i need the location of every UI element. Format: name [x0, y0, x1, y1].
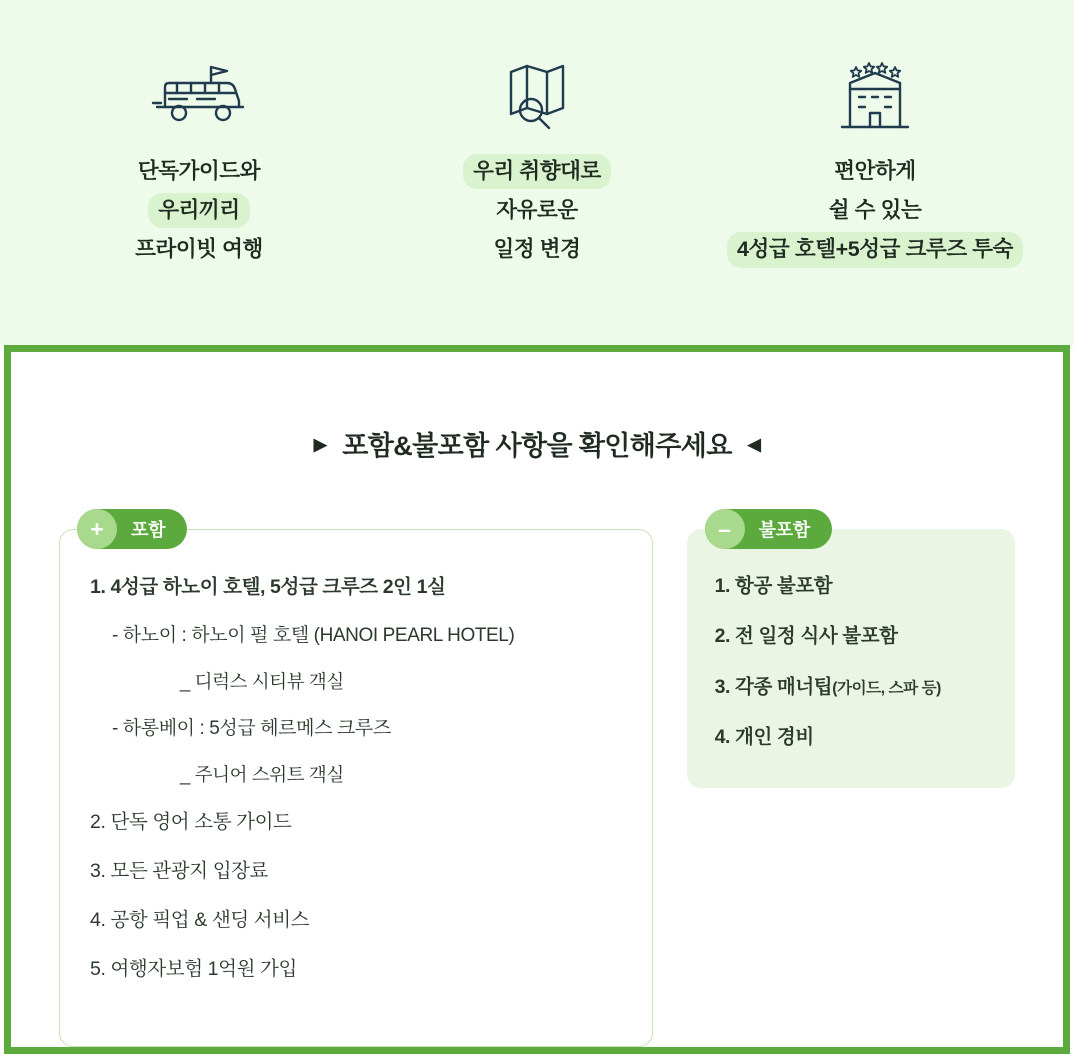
exclude-badge: [705, 509, 832, 549]
include-column: [59, 509, 653, 1047]
list-item: 3. 모든 관광지 입장료: [90, 859, 269, 882]
five-star-hotel-icon: [832, 50, 918, 140]
include-badge: [77, 509, 187, 549]
minus-icon: –: [705, 509, 745, 549]
list-item: [715, 623, 987, 649]
feature-lines: [727, 154, 1023, 268]
list-item: 2. 단독 영어 소통 가이드: [90, 810, 292, 833]
exclude-column: [687, 509, 1015, 1047]
exclude-card: [687, 529, 1015, 788]
feature-private-tour: [30, 50, 368, 268]
exclude-badge-label: 불포함: [758, 520, 810, 540]
include-list: [90, 574, 622, 983]
tour-bus-icon: [147, 50, 251, 140]
list-item: _ 주니어 스위트 객실: [180, 763, 344, 785]
inclusion-columns: [11, 509, 1063, 1047]
features-band: [0, 0, 1074, 345]
feature-line-highlight: 우리 취향대로: [463, 154, 611, 189]
feature-line: 쉴 수 있는: [828, 198, 922, 223]
list-item-text: 1. 항공 불포함: [714, 575, 833, 597]
feature-line: 편안하게: [834, 159, 916, 183]
list-item: 1. 4성급 하노이 호텔, 5성급 크루즈 2인 1실: [90, 576, 446, 598]
list-item: [715, 674, 987, 700]
list-item: [715, 573, 987, 599]
section-title-text: 포함&불포함 사항을 확인해주세요: [342, 431, 732, 461]
feature-line-highlight: 우리끼리: [148, 193, 249, 228]
inclusion-section: [4, 345, 1070, 1054]
include-badge-label: 포함: [131, 520, 166, 540]
list-item-text: 2. 전 일정 식사 불포함: [714, 625, 898, 648]
list-item-text: 3. 각종 매너팁: [714, 675, 833, 698]
section-title: [11, 424, 1063, 463]
feature-hotel-cruise: [706, 50, 1044, 268]
feature-line-highlight: 4성급 호텔+5성급 크루즈 투숙: [727, 232, 1023, 267]
map-search-icon: [497, 50, 577, 140]
list-item-note: (가이드, 스파 등): [832, 679, 941, 697]
list-item: - 하노이 : 하노이 펄 호텔 (HANOI PEARL HOTEL): [112, 625, 515, 647]
list-item-text: 4. 개인 경비: [714, 725, 814, 748]
plus-icon: +: [77, 509, 117, 549]
feature-lines: [463, 154, 611, 268]
feature-free-schedule: [368, 50, 706, 268]
list-item: [715, 724, 987, 750]
right-marker-icon: ◀: [747, 435, 761, 454]
left-marker-icon: ▶: [313, 435, 327, 454]
list-item: 5. 여행자보험 1억원 가입: [90, 958, 297, 981]
list-item: _ 디럭스 시티뷰 객실: [180, 670, 344, 692]
feature-line: 프라이빗 여행: [135, 237, 263, 262]
exclude-list: [715, 573, 987, 750]
feature-line: 자유로운: [496, 198, 578, 223]
feature-line: 단독가이드와: [137, 159, 261, 183]
feature-lines: [125, 154, 273, 268]
list-item: 4. 공항 픽업 & 샌딩 서비스: [90, 909, 310, 932]
feature-line: 일정 변경: [493, 237, 581, 262]
list-item: - 하롱베이 : 5성급 헤르메스 크루즈: [112, 717, 391, 739]
include-card: [59, 529, 653, 1047]
